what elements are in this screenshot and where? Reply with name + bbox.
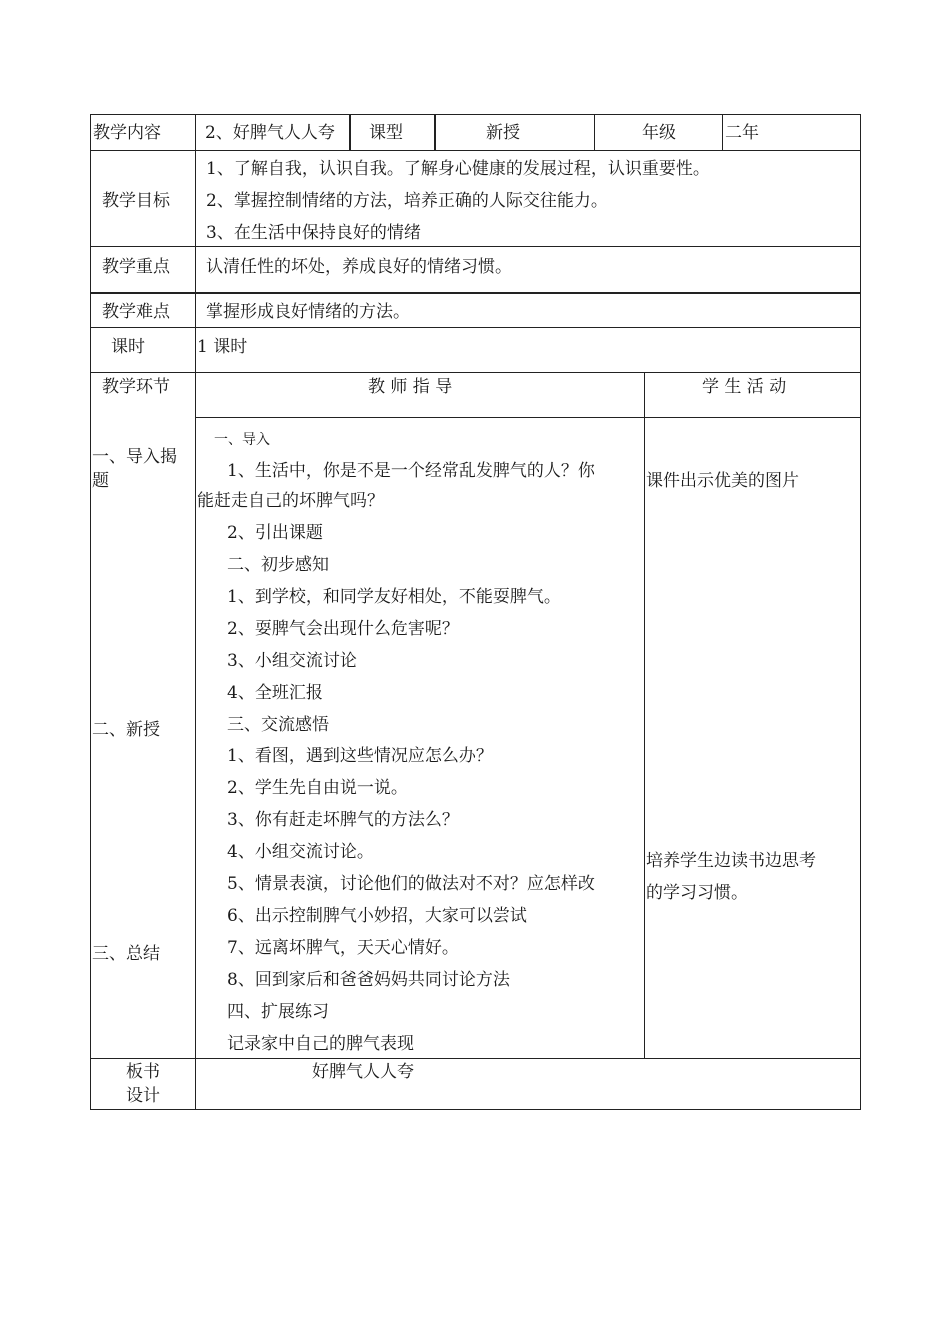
teacher-line: 一、导入: [214, 432, 270, 448]
border-bottom: [90, 1109, 861, 1110]
teacher-line: 6、出示控制脾气小妙招，大家可以尝试: [227, 906, 527, 926]
teacher-line: 3、小组交流讨论: [227, 651, 357, 671]
student-line: 培养学生边读书边思考: [646, 851, 816, 871]
border-row2: [90, 246, 861, 247]
teacher-line: 1、到学校，和同学友好相处，不能耍脾气。: [227, 587, 561, 607]
border-row4: [90, 327, 861, 328]
period-label: 课时: [111, 337, 145, 357]
goal-item: 1、了解自我，认识自我。了解身心健康的发展过程，认识重要性。: [206, 159, 710, 179]
teacher-line: 2、引出课题: [227, 523, 323, 543]
key-point-value: 认清任性的坏处，养成良好的情绪习惯。: [206, 257, 512, 277]
student-column-header: 学 生 活 动: [702, 377, 787, 397]
stage-label: 题: [92, 471, 109, 491]
border-hdr-1: [349, 114, 351, 151]
teacher-line: 7、远离坏脾气，天天心情好。: [227, 938, 459, 958]
border-top: [90, 114, 861, 115]
teacher-line: 3、你有赶走坏脾气的方法么？: [227, 810, 459, 830]
period-value: 1 课时: [197, 337, 248, 357]
content-label: 教学内容: [93, 123, 161, 143]
stage-label: 二、新授: [92, 720, 160, 740]
student-line: 课件出示优美的图片: [646, 471, 799, 491]
border-student-col: [644, 372, 645, 1059]
border-row6: [196, 417, 861, 418]
type-label: 课型: [369, 123, 403, 143]
teacher-line: 4、小组交流讨论。: [227, 842, 374, 862]
border-hdr-3: [594, 114, 595, 151]
border-hdr-2: [434, 114, 436, 151]
teacher-line: 2、学生先自由说一说。: [227, 778, 408, 798]
difficulty-value: 掌握形成良好情绪的方法。: [206, 302, 410, 322]
border-row3: [90, 292, 861, 294]
content-value: 2、好脾气人人夸: [205, 123, 335, 143]
goals-label: 教学目标: [102, 191, 170, 211]
border-row5: [90, 372, 861, 373]
board-value: 好脾气人人夸: [312, 1062, 414, 1082]
difficulty-label: 教学难点: [102, 302, 170, 322]
student-line: 的学习习惯。: [646, 883, 748, 903]
key-point-label: 教学重点: [102, 257, 170, 277]
teacher-line: 记录家中自己的脾气表现: [227, 1034, 414, 1054]
grade-label: 年级: [642, 123, 676, 143]
border-right: [860, 114, 861, 1110]
border-left: [90, 114, 91, 1110]
board-label: 板书: [126, 1062, 160, 1082]
stage-label: 三、总结: [92, 944, 160, 964]
teacher-line: 4、全班汇报: [227, 683, 323, 703]
teacher-line: 8、回到家后和爸爸妈妈共同讨论方法: [227, 970, 510, 990]
teacher-line: 1、看图，遇到这些情况应怎么办？: [227, 746, 493, 766]
teacher-line: 1、生活中，你是不是一个经常乱发脾气的人？你: [227, 461, 595, 481]
stage-column-header: 教学环节: [102, 377, 170, 397]
type-value: 新授: [486, 123, 520, 143]
stage-label: 一、导入揭: [92, 447, 177, 467]
teacher-column-header: 教 师 指 导: [368, 377, 453, 397]
board-label: 设计: [126, 1086, 160, 1106]
teacher-line: 5、情景表演，讨论他们的做法对不对？应怎样改: [227, 874, 595, 894]
border-label-col: [195, 114, 196, 1110]
teacher-line: 四、扩展练习: [227, 1002, 329, 1022]
grade-value: 二年: [725, 123, 759, 143]
border-row7: [90, 1058, 861, 1059]
goal-item: 3、在生活中保持良好的情绪: [206, 223, 421, 243]
teacher-line: 三、交流感悟: [227, 715, 329, 735]
teacher-line: 二、初步感知: [227, 555, 329, 575]
goal-item: 2、掌握控制情绪的方法，培养正确的人际交往能力。: [206, 191, 608, 211]
border-row1: [90, 150, 861, 151]
teacher-line: 能赶走自己的坏脾气吗？: [197, 491, 384, 511]
teacher-line: 2、耍脾气会出现什么危害呢？: [227, 619, 459, 639]
border-hdr-4: [722, 114, 723, 151]
